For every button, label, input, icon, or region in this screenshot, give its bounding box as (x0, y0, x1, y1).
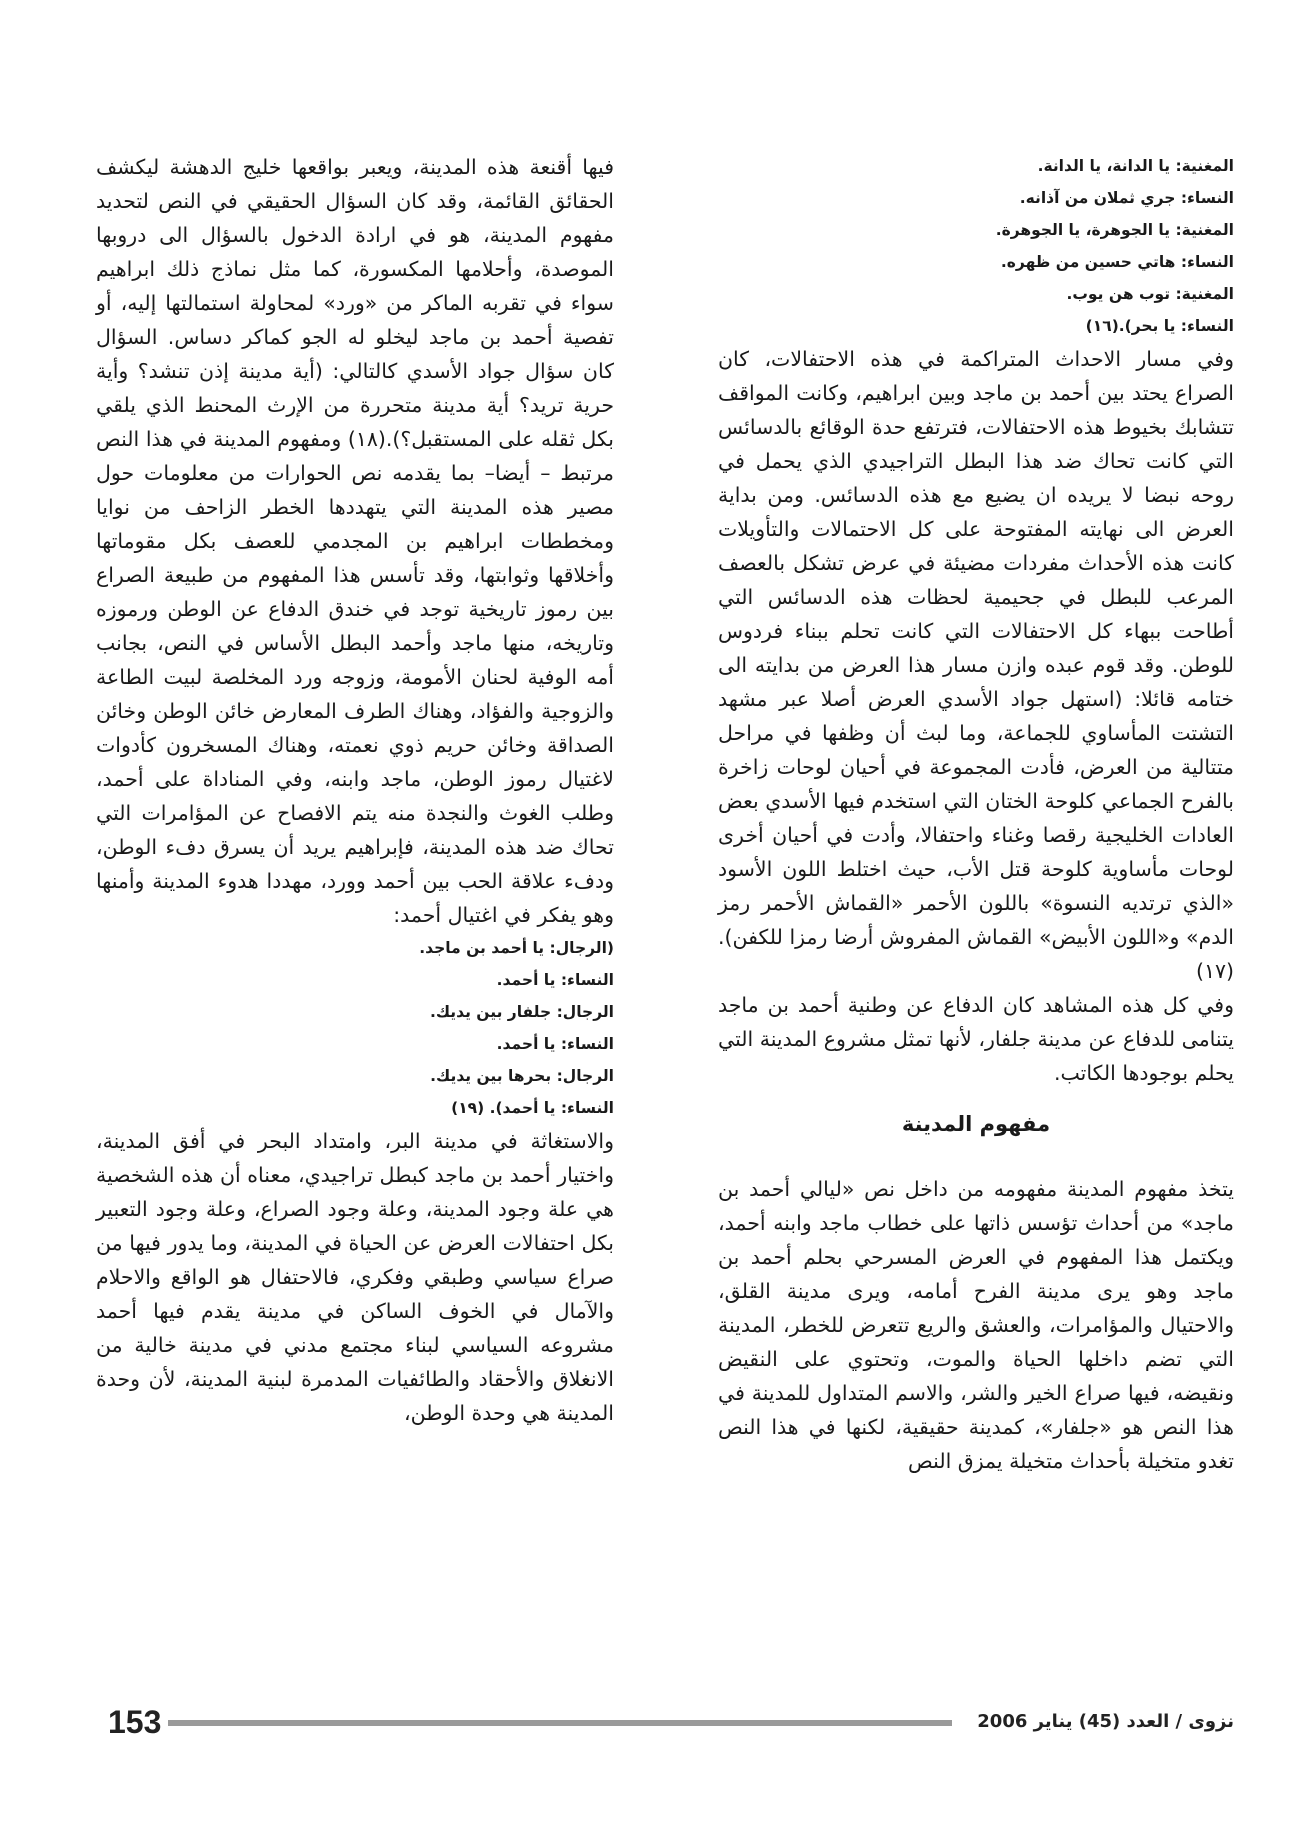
dialogue-line: النساء: يا أحمد. (496, 1035, 614, 1053)
dialogue-line: المغنية: توب هن يوب. (1066, 285, 1234, 303)
page-footer (96, 1702, 1234, 1742)
dialogue-line: النساء: جري ثملان من آذانه. (1019, 189, 1234, 207)
dialogue-line: النساء: يا بحر).(١٦) (1085, 317, 1234, 335)
paragraph: وفي كل هذه المشاهد كان الدفاع عن وطنية أحمد بن ماجد يتنامى للدفاع عن مدينة جلفار، لأنها تمثل مشروع المدينة التي يحلم بوجودها الكاتب. (718, 993, 1234, 1085)
dialogue-line: (الرجال: يا أحمد بن ماجد. (419, 939, 614, 957)
paragraph: وفي مسار الاحداث المتراكمة في هذه الاحتفالات، كان الصراع يحتد بين أحمد بن ماجد وبين ابراهيم، وكانت المواقف تتشابك بخيوط هذه الاحتفالات، فترتفع حدة الوقائع بالدسائس التي كانت تحاك ضد هذا البطل التراجيدي الذي يحمل في روحه نبضا لا يريده ان يضيع مع هذه الدسائس. ومن بداية العرض الى نهايته المفتوحة على كل الاحتمالات والتأويلات كانت هذه الأحداث مفردات مضيئة في عرض تشكل بالعصف المرعب للبطل في جحيمية لحظات هذه الدسائس التي أطاحت ببهاء كل الاحتفالات التي كانت تحلم ببناء فردوس للوطن. وقد قوم عبده وازن مسار هذا العرض من بدايته الى ختامه قائلا: (استهل جواد الأسدي العرض أصلا عبر مشهد التشتت المأساوي للجماعة، وما لبث أن وظفها في مراحل متتالية من العرض، فأدت المجموعة في أحيان لوحات زاخرة بالفرح الجماعي كلوحة الختان التي استخدم فيها الأسدي بعض العادات الخليجية رقصا وغناء واحتفالا، وأدت في أحيان أخرى لوحات مأساوية كلوحة قتل الأب، حيث اختلط اللون الأسود «الذي ترتديه النسوة» باللون الأحمر «القماش الأحمر رمز الدم» و«اللون الأبيض» القماش المفروش أرضا رمزا للكفن).(١٧) (717, 347, 1234, 983)
section-heading: مفهوم المدينة (901, 1112, 1051, 1136)
dialogue-line: المغنية: يا الجوهرة، يا الجوهرة. (995, 221, 1234, 239)
paragraph: فيها أقنعة هذه المدينة، ويعبر بواقعها خليج الدهشة ليكشف الحقائق القائمة، وقد كان السؤال الحقيقي في النص لتحديد مفهوم المدينة، هو في ارادة الدخول بالسؤال الى دروبها الموصدة، وأحلامها المكسورة، كما مثل نماذج ذلك ابراهيم سواء في تقربه الماكر من «ورد» لمحاولة استمالتها إليه، أو تفصية أحمد بن ماجد ليخلو له الجو كماكر دساس. السؤال كان سؤال جواد الأسدي كالتالي: (أية مدينة إذن تنشد؟ وأية حرية تريد؟ أية مدينة متحررة من الإرث المحنط الذي يلقي بكل ثقله على المستقبل؟).(١٨) ومفهوم المدينة في هذا النص مرتبط – أيضا– بما يقدمه نص الحوارات من معلومات حول مصير هذه المدينة التي يتهددها الخطر الزاحف من نوايا ومخططات ابراهيم بن المجدمي للعصف بكل مقوماتها وأخلاقها وثوابتها، وقد تأسس هذا المفهوم من طبيعة الصراع بين رموز تاريخية توجد في خندق الدفاع عن الوطن ورموزه وتاريخه، منها ماجد وأحمد البطل الأساس في النص، بجانب أمه الوفية لحنان الأمومة، وزوجه ورد المخلصة لبيت الطاعة والزوجية والفؤاد، وهناك الطرف المعارض خائن الوطن وخائن الصداقة وخائن حريم ذوي نعمته، وهناك المسخرون كأدوات لاغتيال رموز الوطن، ماجد وابنه، وفي المناداة على أحمد، وطلب الغوث والنجدة منه يتم الافصاح عن المؤامرات التي تحاك ضد هذه المدينة، فإبراهيم يريد أن يسرق دفء الوطن، ودفء علاقة الحب بين أحمد وورد، مهددا هدوء المدينة وأمنها وهو يفكر في اغتيال أحمد: (96, 155, 614, 927)
dialogue-line: النساء: هاتي حسين من ظهره. (1000, 253, 1234, 271)
footer-rule (168, 1720, 952, 1726)
dialogue-block (96, 932, 614, 1124)
dialogue-line: النساء: يا أحمد. (496, 971, 614, 989)
left-column (96, 150, 614, 1430)
paragraph: يتخذ مفهوم المدينة مفهومه من داخل نص «ليالي أحمد بن ماجد» من أحداث تؤسس ذاتها على خطاب ماجد وابنه أحمد، ويكتمل هذا المفهوم في العرض المسرحي بحلم أحمد بن ماجد وهو يرى مدينة الفرح أمامه، ويرى مدينة القلق، والاحتيال والمؤامرات، والعشق والريع تتعرض للخطر، المدينة التي تضم داخلها الحياة والموت، وتحتوي على النقيض ونقيضه، فيها صراع الخير والشر، والاسم المتداول للمدينة في هذا النص هو «جلفار»، كمدينة حقيقية، لكنها في هذا النص تغدو متخيلة بأحداث متخيلة يمزق النص (718, 1177, 1234, 1473)
paragraph: والاستغاثة في مدينة البر، وامتداد البحر في أفق المدينة، واختيار أحمد بن ماجد كبطل تراجيدي، معناه أن هذه الشخصية هي علة وجود المدينة، وعلة وجود الصراع، وعلة وجود التعبير بكل احتفالات العرض عن الحياة في المدينة، وما يدور فيها من صراع سياسي وطبقي وفكري، فالاحتفال هو الواقع والاحلام والآمال في الخوف الساكن في مدينة يقدم فيها أحمد مشروعه السياسي لبناء مجتمع مدني في مدينة خالية من الانغلاق والأحقاد والطائفيات المدمرة لبنية المدينة، لأن وحدة المدينة هي وحدة الوطن، (96, 1129, 614, 1425)
right-column (718, 150, 1234, 1478)
dialogue-line: الرجال: بحرها بين يديك. (430, 1067, 614, 1085)
dialogue-line: النساء: يا أحمد). (١٩) (451, 1099, 614, 1117)
dialogue-block-top (718, 150, 1234, 342)
page-number: 153 (108, 1704, 162, 1740)
dialogue-line: المغنية: يا الدانة، يا الدانة. (1037, 157, 1234, 175)
dialogue-line: الرجال: جلفار بين يديك. (429, 1003, 614, 1021)
journal-masthead: نزوى / العدد (45) يناير 2006 (977, 1711, 1234, 1732)
